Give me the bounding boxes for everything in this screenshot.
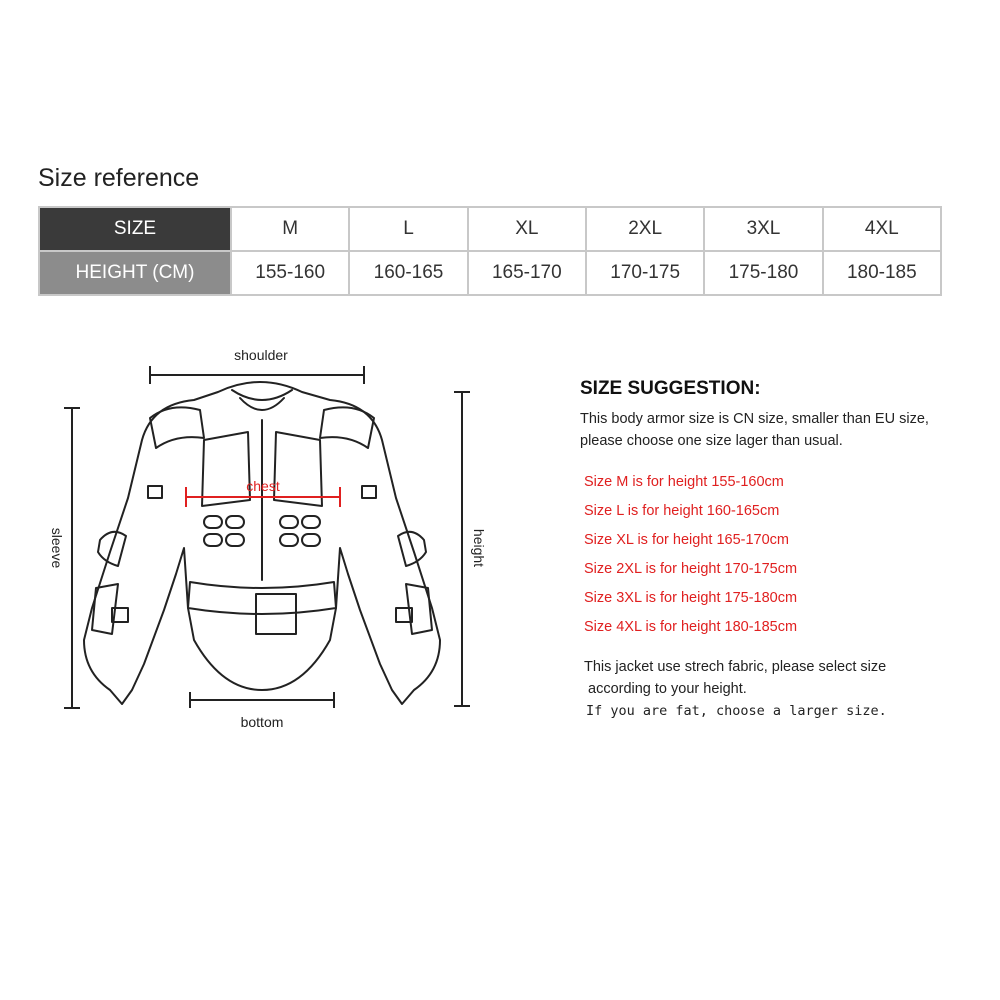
suggestion-title: SIZE SUGGESTION: (580, 378, 761, 399)
size-cell: L (349, 207, 467, 251)
chest-plate-left (202, 432, 250, 506)
shoulder-label: shoulder (234, 347, 288, 363)
height-cell: 180-185 (823, 251, 941, 295)
list-item: Size M is for height 155-160cm (584, 474, 784, 490)
size-row (39, 207, 941, 251)
collar (232, 390, 292, 410)
height-cell: 165-170 (468, 251, 586, 295)
size-table (38, 206, 942, 296)
footer-line: according to your height. (588, 681, 747, 697)
height-cell: 170-175 (586, 251, 704, 295)
shoulder-pad-left (150, 407, 204, 448)
size-cell: 4XL (823, 207, 941, 251)
list-item: Size 4XL is for height 180-185cm (584, 619, 798, 635)
shoulder-pad-right (320, 407, 374, 448)
size-cell: 2XL (586, 207, 704, 251)
size-cell: XL (468, 207, 586, 251)
list-item: Size XL is for height 165-170cm (584, 532, 789, 548)
footer-line: If you are fat, choose a larger size. (586, 703, 887, 719)
page-title: Size reference (38, 164, 200, 192)
waist-belt (188, 582, 336, 614)
size-cell: 3XL (704, 207, 822, 251)
note-line: This body armor size is CN size, smaller than EU size, (580, 411, 929, 427)
size-header: SIZE (39, 207, 231, 251)
footer-line: This jacket use strech fabric, please select size (584, 659, 887, 675)
suggestion-note (580, 408, 980, 452)
jacket-diagram (0, 330, 560, 750)
height-cell: 155-160 (231, 251, 349, 295)
height-cell: 175-180 (704, 251, 822, 295)
sleeve-label: sleeve (49, 527, 65, 569)
size-cell: M (231, 207, 349, 251)
list-item: Size 3XL is for height 175-180cm (584, 590, 798, 606)
height-label: height (471, 528, 487, 568)
height-cell: 160-165 (349, 251, 467, 295)
bottom-label: bottom (240, 714, 284, 730)
height-row (39, 251, 941, 295)
note-line: please choose one size lager than usual. (580, 433, 843, 449)
size-suggestion (580, 378, 980, 722)
list-item: Size L is for height 160-165cm (584, 503, 780, 519)
height-header: HEIGHT (CM) (39, 251, 231, 295)
suggestion-list (580, 468, 980, 642)
suggestion-footer (580, 656, 980, 722)
chest-plate-right (274, 432, 322, 506)
chest-label: chest (246, 478, 280, 494)
list-item: Size 2XL is for height 170-175cm (584, 561, 798, 577)
